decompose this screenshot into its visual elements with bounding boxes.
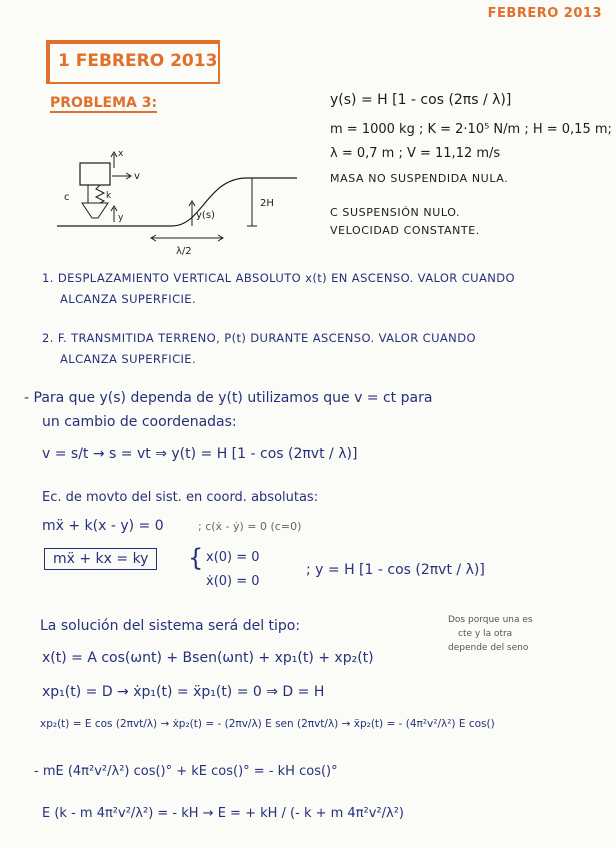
motion-title: Ec. de movto del sist. en coord. absolutas: [42,490,319,505]
diagram-label-y: y [118,213,124,223]
coefficient-balance: - mE (4π²v²/λ²) cos()° + kE cos()° = - kH cos()° [34,764,338,779]
note-velocity: VELOCIDAD CONSTANTE. [330,224,480,237]
task2-line1: 2. F. TRANSMITIDA TERRENO, P(t) DURANTE ASCENSO. VALOR CUANDO [42,331,476,345]
diagram-label-2h: 2H [260,198,274,209]
general-solution: x(t) = A cos(ωnt) + Bsen(ωnt) + xp₁(t) + xp₂(t) [42,650,374,666]
diagram-label-ys: y(s) [196,210,215,221]
diagram-label-c: c [64,192,70,203]
problem-label: PROBLEMA 3: [50,95,158,111]
task1-line1: 1. DESPLAZAMIENTO VERTICAL ABSOLUTO x(t) EN ASCENSO. VALOR CUANDO [42,271,515,285]
solution-title: La solución del sistema será del tipo: [40,618,301,634]
boxed-eq: mẍ + kx = ky [44,548,157,570]
ic-brace: { [188,544,204,572]
intro-line2: un cambio de coordenadas: [42,414,237,430]
note-damping: C SUSPENSIÓN NULO. [330,206,461,219]
params-line2: λ = 0,7 m ; V = 11,12 m/s [330,146,501,161]
date-tag: FEBRERO 2013 [487,6,602,21]
motion-note: ; c(ẋ - ẏ) = 0 (c=0) [198,520,302,533]
particular-solution-2: xp₂(t) = E cos (2πvt/λ) → ẋp₂(t) = - (2πv/λ) E sen (2πvt/λ) → ẍp₂(t) = - (4π²v²/λ²) E cos() [40,718,495,730]
ys-formula: y(s) = H [1 - cos (2πs / λ)] [330,92,512,108]
initial-condition-2: ẋ(0) = 0 [206,574,260,589]
params-line1: m = 1000 kg ; K = 2·10⁵ N/m ; H = 0,15 m; [330,122,612,137]
note-mass: MASA NO SUSPENDIDA NULA. [330,172,509,185]
diagram-label-v: v [134,171,140,182]
task2-line2: ALCANZA SUPERFICIE. [60,352,197,366]
motion-eq: mẍ + k(x - y) = 0 [42,518,164,534]
particular-solution-1: xp₁(t) = D → ẋp₁(t) = ẍp₁(t) = 0 ⇒ D = H [42,684,325,700]
y-equation: ; y = H [1 - cos (2πvt / λ)] [306,562,485,578]
task1-line2: ALCANZA SUPERFICIE. [60,292,197,306]
title-label: 1 FEBRERO 2013 [58,51,218,71]
initial-condition-1: x(0) = 0 [206,550,260,565]
side-note-1: Dos porque una es [448,615,533,625]
side-note-2: cte y la otra [458,629,513,639]
diagram-label-lambda: λ/2 [176,246,192,257]
intro-line1: - Para que y(s) dependa de y(t) utilizamos que v = ct para [24,390,433,406]
side-note-3: depende del seno [448,643,529,653]
title-box [46,40,220,84]
substitution-eq: v = s/t → s = vt ⇒ y(t) = H [1 - cos (2πvt / λ)] [42,446,358,462]
diagram-label-x: x [118,149,124,159]
diagram-label-k: k [106,191,112,201]
e-equation: E (k - m 4π²v²/λ²) = - kH → E = + kH / (- k + m 4π²v²/λ²) [42,806,405,821]
vehicle-road-diagram [52,148,312,263]
